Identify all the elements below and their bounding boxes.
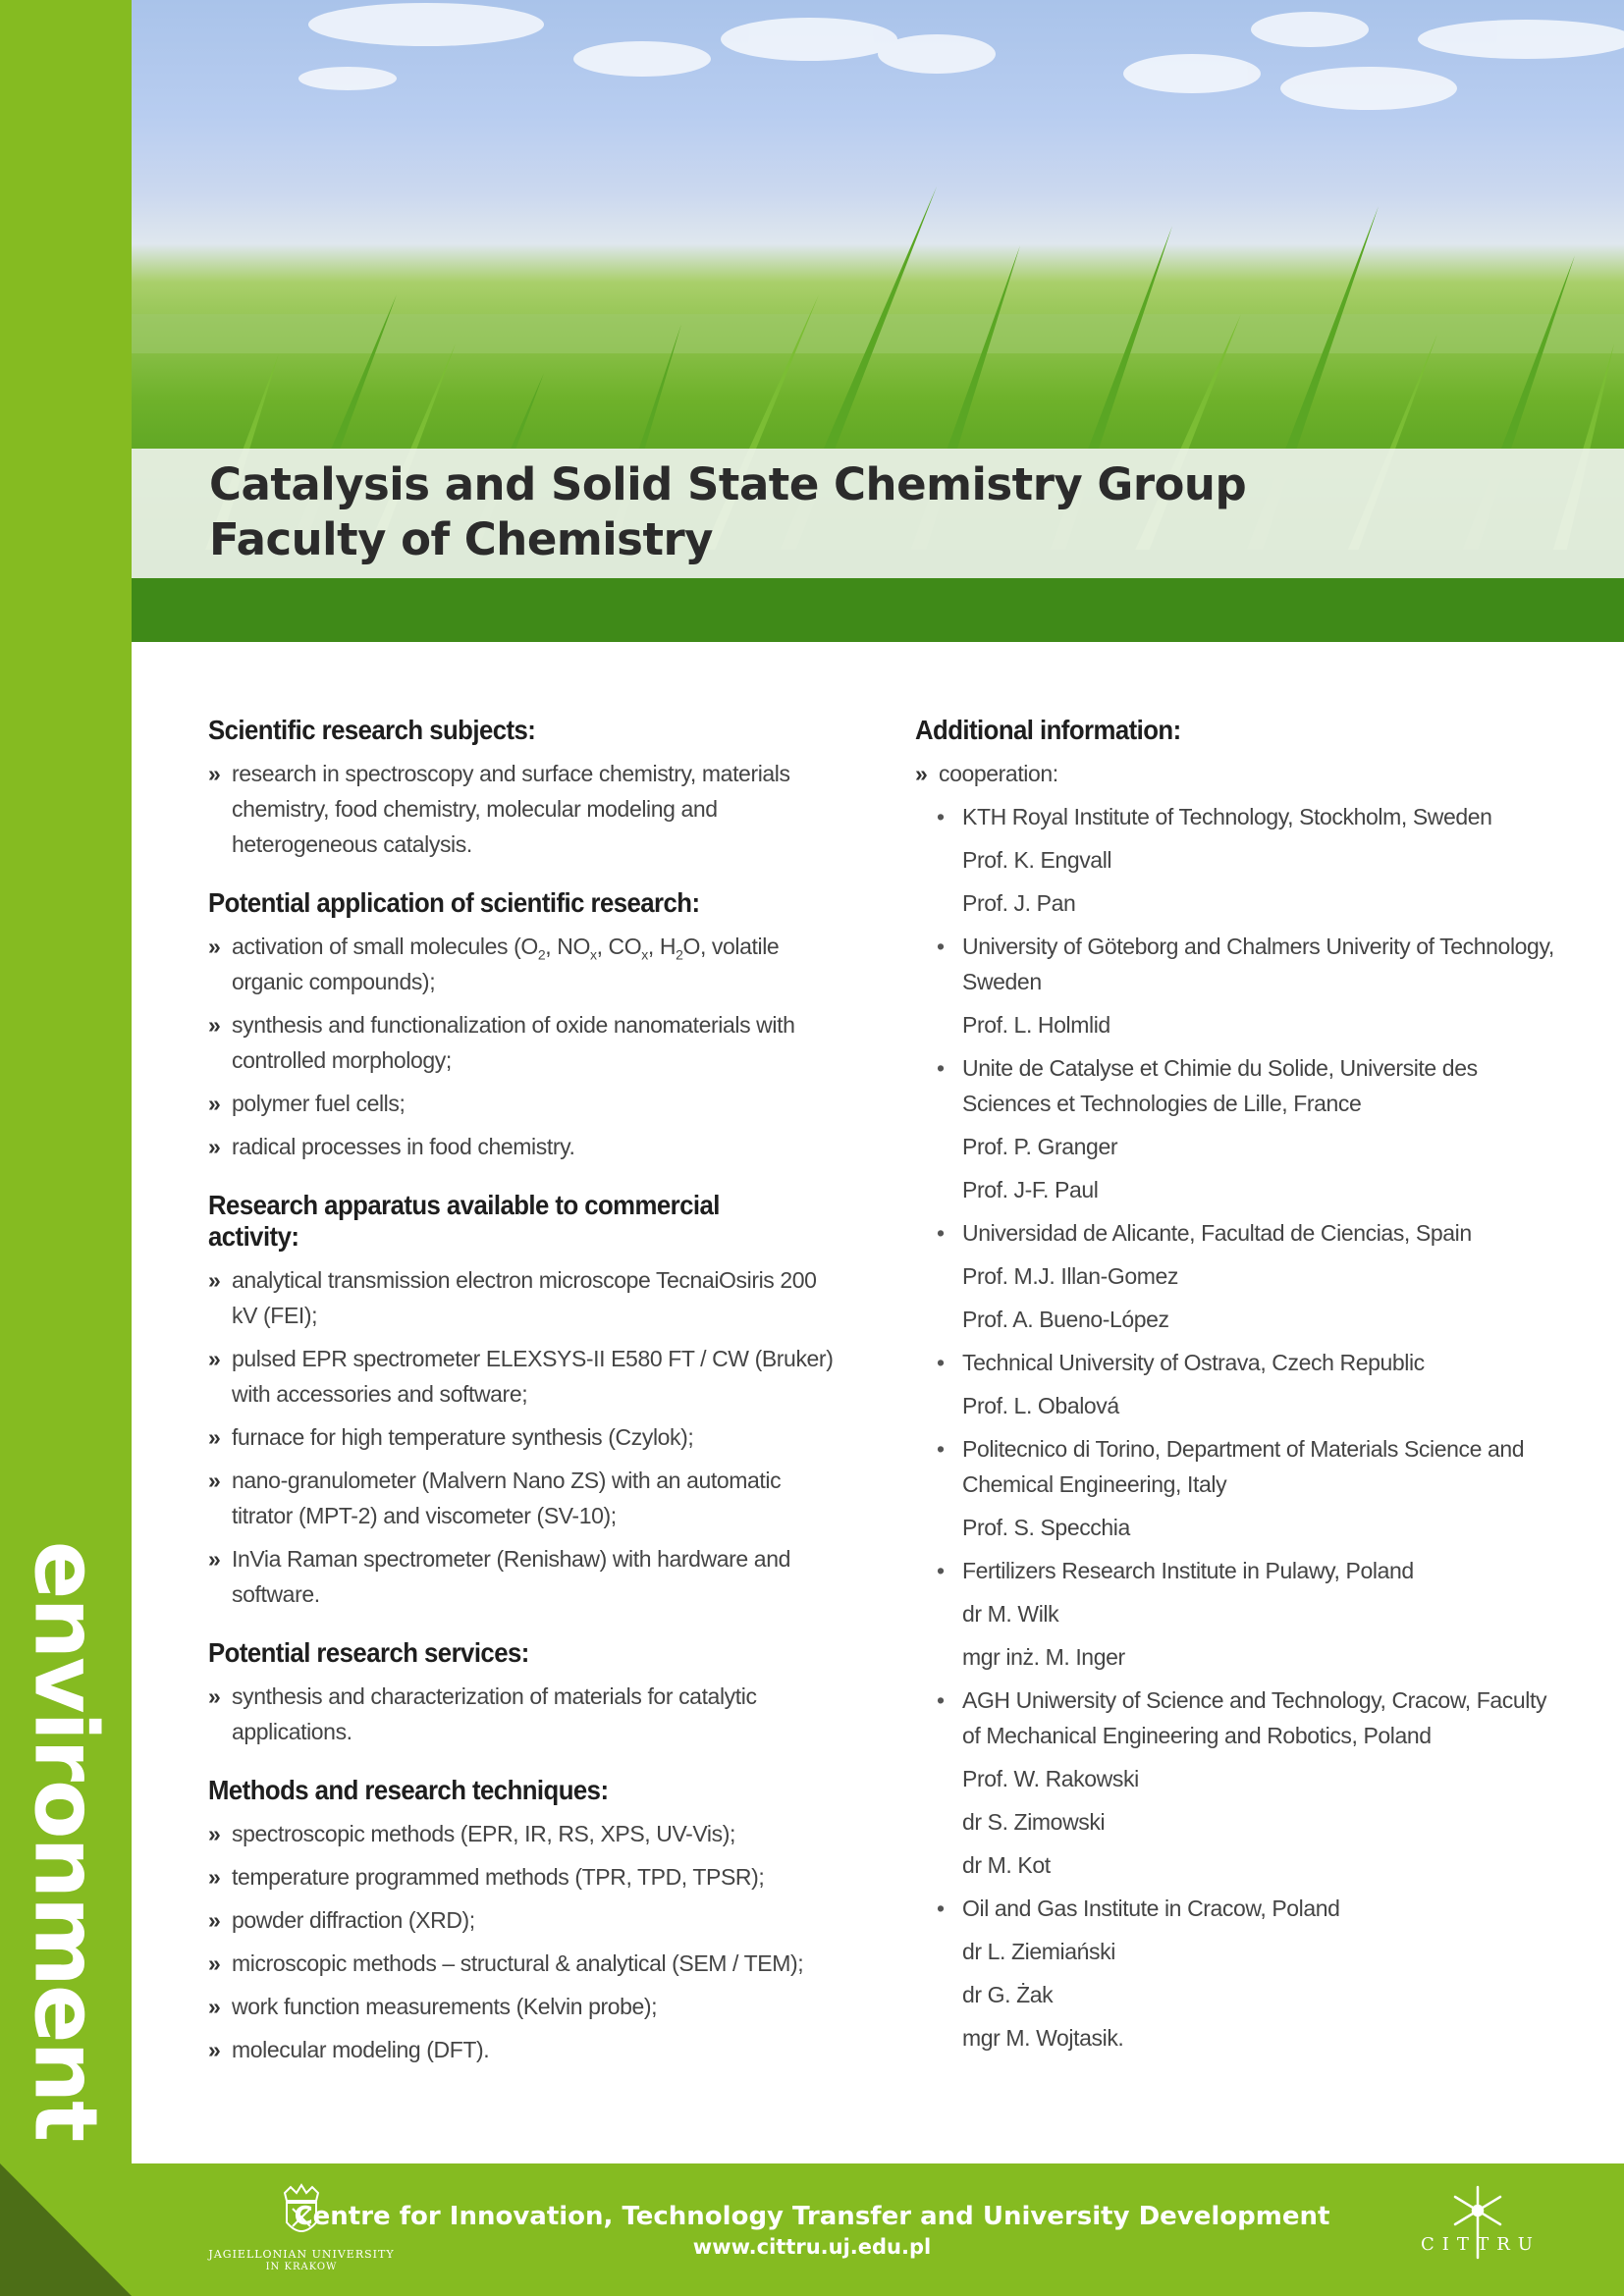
bullet-icon: »	[208, 1950, 221, 1976]
section-heading: Research apparatus available to commercial activity:	[208, 1190, 720, 1252]
section-heading: Methods and research techniques:	[208, 1775, 609, 1805]
org-name: Technical University of Ostrava, Czech Republic	[962, 1350, 1425, 1375]
contact-person: Prof. W. Rakowski	[962, 1766, 1139, 1791]
scientific-section	[208, 715, 837, 862]
list-item: » synthesis and characterization of materials for catalytic applications.	[208, 1679, 837, 1749]
right-column	[915, 715, 1563, 2063]
bullet-dot-icon: •	[937, 1558, 945, 1583]
section-heading: Potential research services:	[208, 1637, 529, 1668]
contact-person: mgr inż. M. Inger	[962, 1644, 1125, 1670]
org-item	[915, 1553, 1563, 1588]
list-item: » polymer fuel cells;	[208, 1086, 837, 1121]
list-item: » activation of small molecules ($O_2$, $NO_x$, $CO_x$, $H_2O$, volatile organic compounds);	[208, 929, 837, 999]
bullet-dot-icon: •	[937, 1055, 945, 1081]
bullet-icon: »	[208, 1267, 221, 1293]
org-item	[915, 1215, 1563, 1251]
bullet-icon: »	[208, 2037, 221, 2062]
application-section	[208, 887, 837, 1164]
contact-person: mgr M. Wojtasik.	[962, 2025, 1124, 2051]
methods-section	[208, 1775, 837, 2067]
bullet-icon: »	[915, 761, 928, 786]
org-item	[915, 1050, 1563, 1121]
footer-url-link[interactable]: www.cittru.uj.edu.pl	[692, 2235, 932, 2259]
org-name: Politecnico di Torino, Department of Materials Science and Chemical Engineering, Italy	[962, 1436, 1525, 1497]
list-item: » pulsed EPR spectrometer ELEXSYS-II E580 FT / CW (Bruker) with accessories and software;	[208, 1341, 837, 1412]
title-band	[132, 449, 1624, 578]
list-item: » research in spectroscopy and surface chemistry, materials chemistry, food chemistry, molecular modeling and heterogeneous catalysis.	[208, 756, 837, 862]
bullet-icon: »	[208, 1864, 221, 1890]
bullet-icon: »	[208, 1134, 221, 1159]
contact-person: Prof. L. Holmlid	[962, 1012, 1110, 1038]
org-item	[915, 799, 1563, 834]
bullet-dot-icon: •	[937, 1350, 945, 1375]
list-item: » furnace for high temperature synthesis (Czylok);	[208, 1419, 837, 1455]
org-name: Universidad de Alicante, Facultad de Ciencias, Spain	[962, 1220, 1472, 1246]
list-item: » temperature programmed methods (TPR, TPD, TPSR);	[208, 1859, 837, 1895]
bullet-dot-icon: •	[937, 1896, 945, 1921]
org-name: AGH Uniwersity of Science and Technology, Cracow, Faculty of Mechanical Engineering and Robotics, Poland	[962, 1687, 1547, 1748]
uj-subname: IN KRAKOW	[265, 2262, 338, 2272]
contact-person: dr M. Wilk	[962, 1601, 1059, 1627]
list-item: » synthesis and functionalization of oxide nanomaterials with controlled morphology;	[208, 1007, 837, 1078]
list-item: » work function measurements (Kelvin probe);	[208, 1989, 837, 2024]
page-subtitle: Faculty of Chemistry	[209, 513, 713, 565]
bullet-icon: »	[208, 1546, 221, 1572]
list-item: » nano-granulometer (Malvern Nano ZS) with an automatic titrator (MPT-2) and viscometer (SV-10);	[208, 1463, 837, 1533]
list-item: » cooperation:	[915, 756, 1563, 791]
contact-person: Prof. A. Bueno-López	[962, 1307, 1169, 1332]
bullet-dot-icon: •	[937, 934, 945, 959]
contact-person: Prof. M.J. Illan-Gomez	[962, 1263, 1178, 1289]
org-name: Fertilizers Research Institute in Pulawy, Poland	[962, 1558, 1414, 1583]
contact-person: Prof. P. Granger	[962, 1134, 1118, 1159]
cooperation-list	[915, 799, 1563, 2056]
contact-person: Prof. K. Engvall	[962, 847, 1112, 873]
footer-title-wrap	[0, 2202, 1624, 2231]
apparatus-section	[208, 1190, 837, 1612]
org-name: Unite de Catalyse et Chimie du Solide, Universite des Sciences et Technologies de Lille, France	[962, 1055, 1478, 1116]
category-label	[0, 1540, 132, 2141]
contact-person: dr S. Zimowski	[962, 1809, 1106, 1835]
org-item	[915, 1891, 1563, 1926]
contact-person: Prof. S. Specchia	[962, 1515, 1130, 1540]
bullet-icon: »	[208, 934, 221, 959]
list-item: » spectroscopic methods (EPR, IR, RS, XPS, UV-Vis);	[208, 1816, 837, 1851]
org-item	[915, 1345, 1563, 1380]
services-section	[208, 1637, 837, 1749]
org-item	[915, 1431, 1563, 1502]
org-item	[915, 929, 1563, 999]
bullet-dot-icon: •	[937, 804, 945, 829]
bullet-dot-icon: •	[937, 1436, 945, 1462]
bullet-icon: »	[208, 1012, 221, 1038]
bullet-icon: »	[208, 1091, 221, 1116]
bullet-icon: »	[208, 1468, 221, 1493]
bullet-dot-icon: •	[937, 1687, 945, 1713]
bullet-dot-icon: •	[937, 1220, 945, 1246]
cittru-name: CITTRU	[1421, 2234, 1541, 2255]
section-heading: Scientific research subjects:	[208, 715, 536, 745]
bullet-icon: »	[208, 1994, 221, 2019]
contact-person: dr L. Ziemiański	[962, 1939, 1115, 1964]
list-item: » microscopic methods – structural & analytical (SEM / TEM);	[208, 1946, 837, 1981]
org-name: University of Göteborg and Chalmers Univerity of Technology, Sweden	[962, 934, 1554, 994]
contact-person: dr G. Żak	[962, 1982, 1054, 2007]
list-item: » analytical transmission electron microscope TecnaiOsiris 200 kV (FEI);	[208, 1262, 837, 1333]
bullet-icon: »	[208, 1683, 221, 1709]
contact-person: Prof. J. Pan	[962, 890, 1076, 916]
section-heading: Potential application of scientific research:	[208, 887, 700, 918]
contact-person: Prof. L. Obalová	[962, 1393, 1119, 1418]
list-item: » molecular modeling (DFT).	[208, 2032, 837, 2067]
page-title: Catalysis and Solid State Chemistry Group	[209, 458, 1247, 510]
bullet-icon: »	[208, 1346, 221, 1371]
section-heading: Additional information:	[915, 715, 1181, 745]
category-word: environment	[15, 1540, 117, 2141]
footer-url-wrap	[0, 2235, 1624, 2259]
list-item: » InVia Raman spectrometer (Renishaw) with hardware and software.	[208, 1541, 837, 1612]
uj-name: JAGIELLONIAN UNIVERSITY	[208, 2248, 395, 2261]
list-item: » powder diffraction (XRD);	[208, 1902, 837, 1938]
bullet-icon: »	[208, 1907, 221, 1933]
bullet-icon: »	[208, 1424, 221, 1450]
contact-person: dr M. Kot	[962, 1852, 1051, 1878]
org-name: KTH Royal Institute of Technology, Stockholm, Sweden	[962, 804, 1492, 829]
list-item: » radical processes in food chemistry.	[208, 1129, 837, 1164]
left-column	[208, 715, 837, 2093]
bullet-icon: »	[208, 761, 221, 786]
org-item	[915, 1682, 1563, 1753]
footer-title: Centre for Innovation, Technology Transfer and University Development	[294, 2202, 1330, 2231]
bullet-icon: »	[208, 1821, 221, 1846]
contact-person: Prof. J-F. Paul	[962, 1177, 1099, 1202]
cittru-star-icon	[1404, 2181, 1551, 2279]
org-name: Oil and Gas Institute in Cracow, Poland	[962, 1896, 1340, 1921]
